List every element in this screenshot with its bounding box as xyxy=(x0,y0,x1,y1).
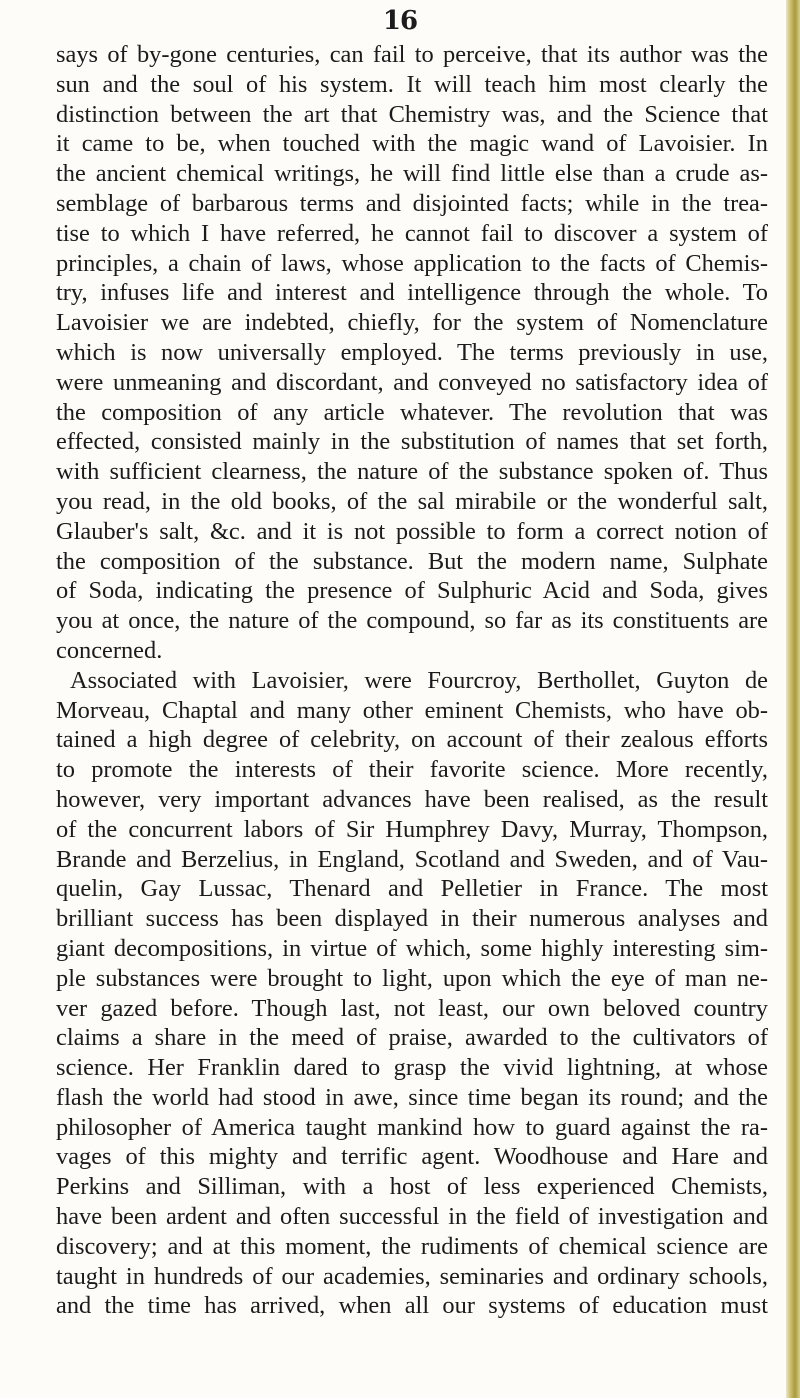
text-line: the composition of any article whatever. The revolution that was xyxy=(56,398,768,426)
text-line: discovery; and at this moment, the rudiments of chemical science are xyxy=(56,1232,768,1260)
text-line: have been ardent and often successful in the field of investigation and xyxy=(56,1203,768,1231)
text-line: Glauber's salt, &c. and it is not possible to form a correct notion of xyxy=(56,517,768,545)
text-line: tained a high degree of celebrity, on account of their zealous efforts xyxy=(56,726,768,754)
text-line: Brande and Berzelius, in England, Scotland and Sweden, and of Vau- xyxy=(56,845,768,873)
text-line: ple substances were brought to light, upon which the eye of man ne- xyxy=(56,964,768,992)
text-line: science. Her Franklin dared to grasp the vivid lightning, at whose xyxy=(56,1054,768,1082)
text-line: distinction between the art that Chemistry was, and the Science that xyxy=(56,100,768,128)
body-text xyxy=(56,40,768,1321)
text-line: effected, consisted mainly in the substitution of names that set forth, xyxy=(56,428,768,456)
text-line: with sufficient clearness, the nature of the substance spoken of. Thus xyxy=(56,458,768,486)
text-line: which is now universally employed. The terms previously in use, xyxy=(56,338,768,366)
text-line: philosopher of America taught mankind how to guard against the ra- xyxy=(56,1113,768,1141)
text-line: vages of this mighty and terrific agent. Woodhouse and Hare and xyxy=(56,1143,768,1171)
page-number: 16 xyxy=(382,6,418,36)
text-line: tise to which I have referred, he cannot fail to discover a system of xyxy=(56,219,768,247)
text-line: concerned. xyxy=(56,636,163,664)
text-line: Morveau, Chaptal and many other eminent Chemists, who have ob- xyxy=(56,696,768,724)
text-line: says of by-gone centuries, can fail to perceive, that its author was the xyxy=(56,41,768,68)
text-line: ver gazed before. Though last, not least, our own beloved country xyxy=(56,994,768,1022)
text-line: of the concurrent labors of Sir Humphrey Davy, Murray, Thompson, xyxy=(56,815,768,843)
text-line: principles, a chain of laws, whose application to the facts of Chemis- xyxy=(56,249,768,277)
text-line: taught in hundreds of our academies, seminaries and ordinary schools, xyxy=(56,1262,768,1290)
text-line: however, very important advances have been realised, as the result xyxy=(56,785,768,813)
text-line: the composition of the substance. But the modern name, Sulphate xyxy=(56,547,768,575)
text-line: brilliant success has been displayed in their numerous analyses and xyxy=(56,905,768,933)
text-line: were unmeaning and discordant, and conveyed no satisfactory idea of xyxy=(56,368,768,396)
text-line: you at once, the nature of the compound, so far as its constituents are xyxy=(56,607,768,635)
text-line: it came to be, when touched with the magic wand of Lavoisier. In xyxy=(56,130,768,158)
text-line: Associated with Lavoisier, were Fourcroy, Berthollet, Guyton de xyxy=(70,666,768,694)
text-line: to promote the interests of their favorite science. More recently, xyxy=(56,756,768,784)
text-line: sun and the soul of his system. It will teach him most clearly the xyxy=(56,70,768,98)
text-line: Lavoisier we are indebted, chiefly, for the system of Nomenclature xyxy=(56,309,768,337)
paragraph-1 xyxy=(56,40,768,666)
text-line: of Soda, indicating the presence of Sulphuric Acid and Soda, gives xyxy=(56,577,768,605)
text-line: giant decompositions, in virtue of which, some highly interesting sim- xyxy=(56,934,768,962)
text-line: semblage of barbarous terms and disjointed facts; while in the trea- xyxy=(56,189,768,217)
text-line: quelin, Gay Lussac, Thenard and Pelletier in France. The most xyxy=(56,875,768,903)
text-line: Perkins and Silliman, with a host of less experienced Chemists, xyxy=(56,1173,768,1201)
scanned-page-edge xyxy=(786,0,800,1398)
text-line: the ancient chemical writings, he will find little else than a crude as- xyxy=(56,160,768,188)
paragraph-2 xyxy=(56,666,768,1322)
text-line: you read, in the old books, of the sal mirabile or the wonderful salt, xyxy=(56,487,768,515)
text-line: flash the world had stood in awe, since time began its round; and the xyxy=(56,1083,768,1111)
text-line: try, infuses life and interest and intelligence through the whole. To xyxy=(56,279,768,307)
text-line: and the time has arrived, when all our systems of education must xyxy=(56,1292,768,1320)
text-line: claims a share in the meed of praise, awarded to the cultivators of xyxy=(56,1024,768,1052)
